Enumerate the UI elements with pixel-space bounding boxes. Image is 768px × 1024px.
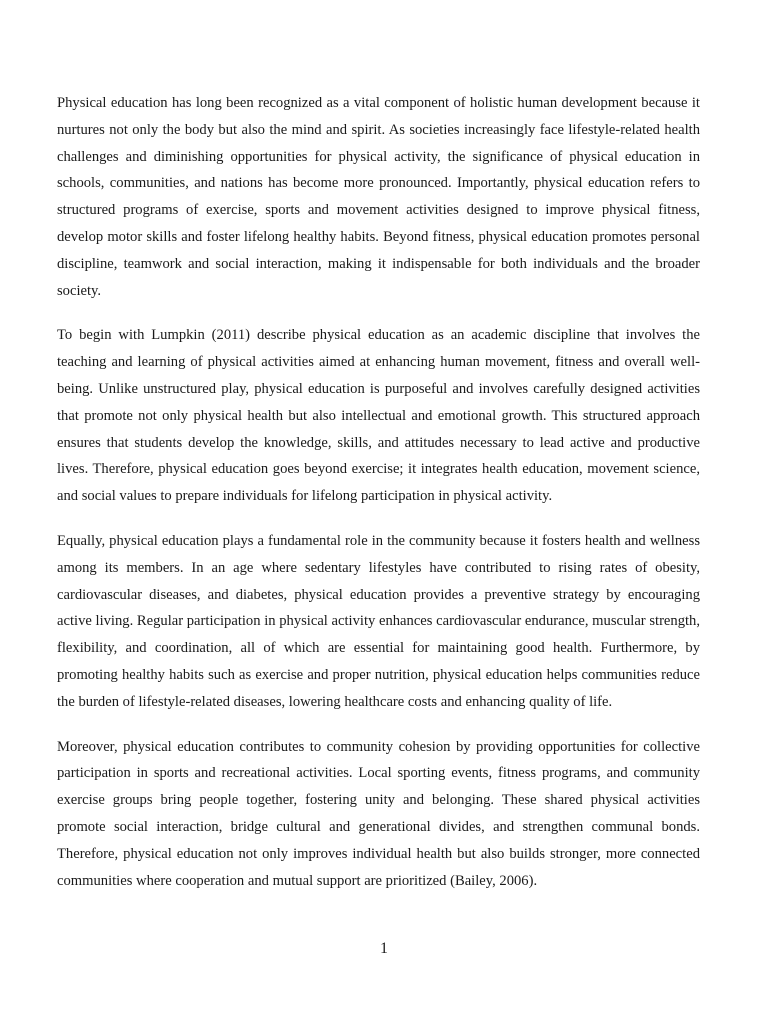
paragraph-1: Physical education has long been recognized as a vital component of holistic human development because it nurtures not only the body but also the mind and spirit. As societies increasingly face lifestyle-related health challenges and diminishing opportunities for physical activity, the significance of physical education in schools, communities, and nations has become more pronounced. Importantly, physical education refers to structured programs of exercise, sports and movement activities designed to improve physical fitness, develop motor skills and foster lifelong healthy habits. Beyond fitness, physical education promotes personal discipline, teamwork and social interaction, making it indispensable for both individuals and the broader society. — [57, 95, 700, 299]
paragraph-3: Equally, physical education plays a fundamental role in the community because it fosters health and wellness among its members. In an age where sedentary lifestyles have contributed to rising rates of obesity, cardiovascular diseases, and diabetes, physical education provides a preventive strategy by encouraging active living. Regular participation in physical activity enhances cardiovascular endurance, muscular strength, flexibility, and coordination, all of which are essential for maintaining good health. Furthermore, by promoting healthy habits such as exercise and proper nutrition, physical education helps communities reduce the burden of lifestyle-related diseases, lowering healthcare costs and enhancing quality of life. — [57, 532, 700, 710]
paragraph-2: To begin with Lumpkin (2011) describe physical education as an academic discipline that involves the teaching and learning of physical activities aimed at enhancing human movement, fitness and overall well-being. Unlike unstructured play, physical education is purposeful and involves carefully designed activities that promote not only physical health but also intellectual and emotional growth. This structured approach ensures that students develop the knowledge, skills, and attitudes necessary to lead active and productive lives. Therefore, physical education goes beyond exercise; it integrates health education, movement science, and social values to prepare individuals for lifelong participation in physical activity. — [57, 327, 700, 505]
page-number: 1 — [380, 940, 388, 957]
document-body — [57, 90, 700, 912]
paragraph-4: Moreover, physical education contributes to community cohesion by providing opportunities for collective participation in sports and recreational activities. Local sporting events, fitness programs, and community exercise groups bring people together, fostering unity and belonging. These shared physical activities promote social interaction, bridge cultural and generational divides, and strengthen communal bonds. Therefore, physical education not only improves individual health but also builds stronger, more connected communities where cooperation and mutual support are prioritized (Bailey, 2006). — [57, 738, 700, 889]
